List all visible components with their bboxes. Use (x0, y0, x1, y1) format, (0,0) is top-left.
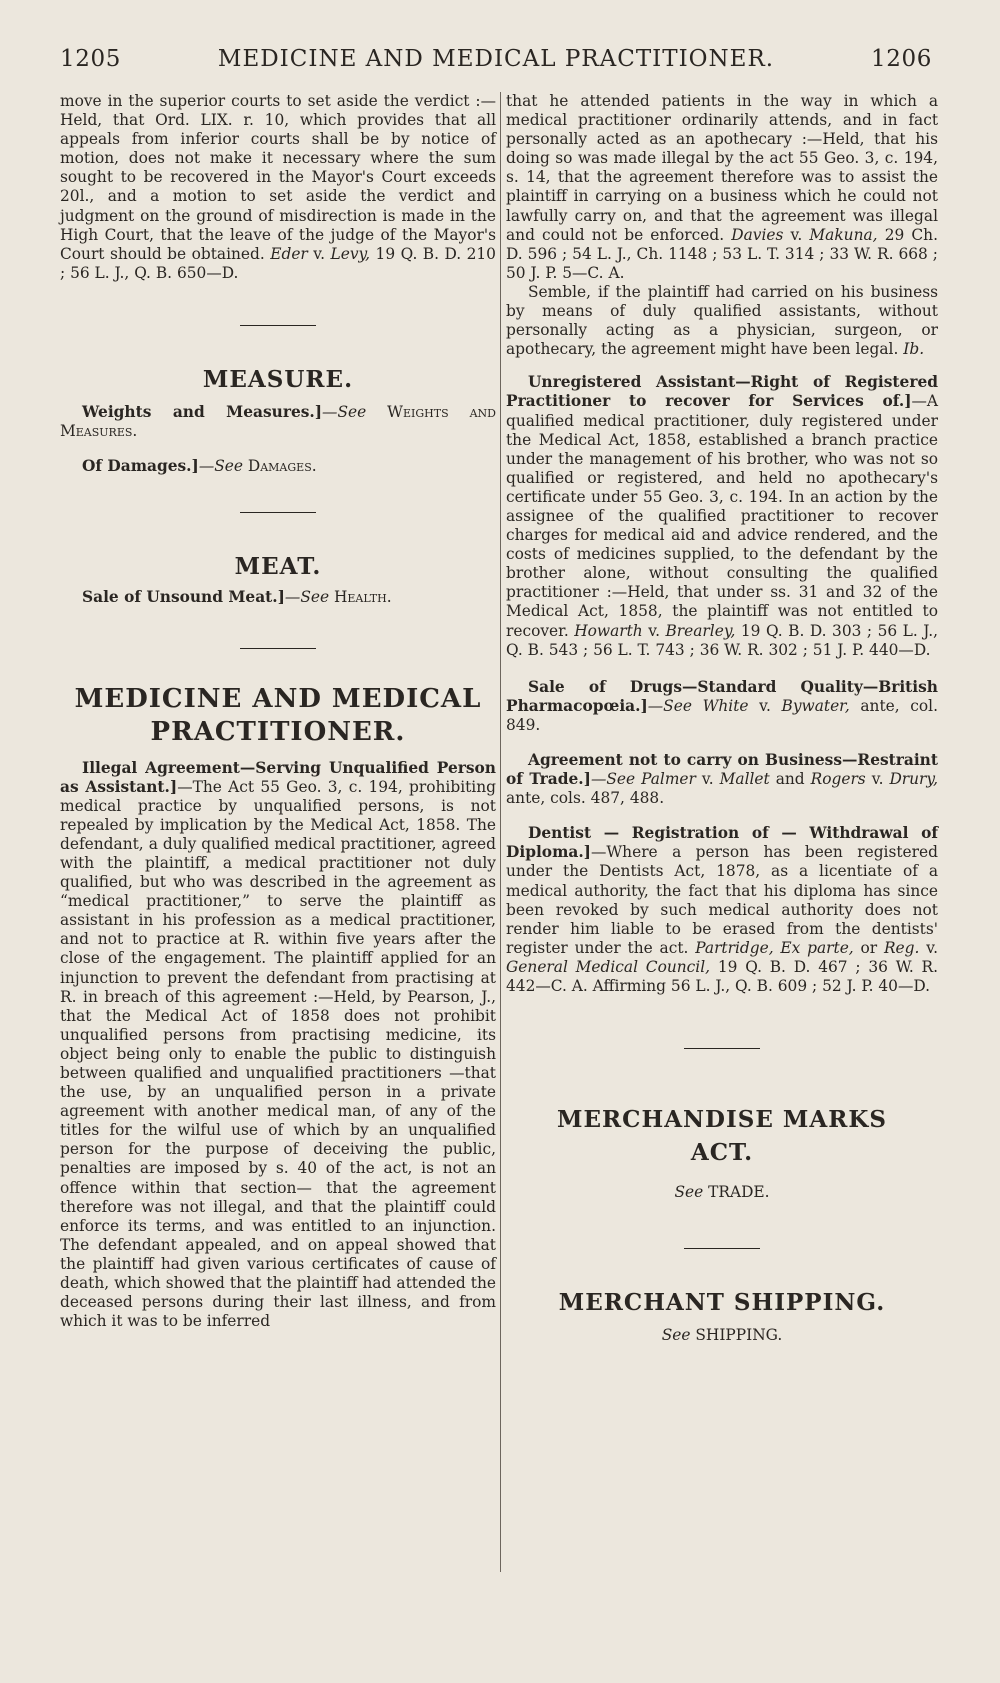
entry-weights: Weights and Measures.]—See Weights and Measures. (60, 403, 496, 441)
continued-paragraph-right: that he attended patients in the way in which a medical practitioner ordinarily attends, and in fact personally acted as an apothecary :—Held, that his doing so was made illegal by the act 55 Geo. 3, c. 194, s. 14, that the agreement therefore was to assist the plaintiff in carrying on a business which he could not lawfully carry on, and that the agreement was illegal and could not be enforced. Davies v. Makuna, 29 Ch. D. 596 ; 54 L. J., Ch. 1148 ; 53 L. T. 314 ; 33 W. R. 668 ; 50 J. P. 5—C. A. (506, 92, 938, 282)
entry-illegal-agreement: Illegal Agreement—Serving Unqualified Person as Assistant.]—The Act 55 Geo. 3, c. 194, prohibiting medical practice by unqualified persons, is not repealed by implication by the Medical Act, 1858. The defendant, a duly qualified medical practitioner, agreed with the plaintiff, a medical practitioner not duly qualified, but who was described in the agreement as “medical practitioner,” to serve the plaintiff as assistant in his profession as a medical practitioner, and not to practice at R. within five years after the close of the engagement. The plaintiff applied for an injunction to prevent the defendant from practising at R. in breach of this agreement :—Held, by Pearson, J., that the Medical Act of 1858 does not prohibit unqualified persons from practising medicine, its object being only to enable the public to distinguish between qualified and unqualified practitioners —that the use, by an unqualified person in a private agreement with another medical man, of any of the titles for the wilful use of which by an unqualified person for the purpose of deceiving the public, penalties are imposed by s. 40 of the act, is not an offence within that section— that the agreement therefore was not illegal, and that the plaintiff could enforce its terms, and was entitled to an injunction. The defendant appealed, and on appeal showed that the plaintiff had given various certificates of cause of death, which showed that the plaintiff had attended the deceased persons during their last illness, and from which it was to be inferred (60, 758, 496, 1331)
entry-unregistered-assistant: Unregistered Assistant—Right of Registered Practitioner to recover for Services of.]—A qualified medical practitioner, duly registered under the Medical Act, 1858, established a branch practice under the management of his brother, who was not so qualified or registered, and held no apothecary's certificate under 55 Geo. 3, c. 194. In an action by the assignee of the qualified practitioner to recover charges for medical aid and advice rendered, and the costs of medicines supplied, to the defendant by the brother alone, without consulting the qualified practitioner :—Held, that under ss. 31 and 32 of the Medical Act, 1858, the plaintiff was not entitled to recover. Howarth v. Brearley, 19 Q. B. D. 303 ; 56 L. J., Q. B. 543 ; 56 L. T. 743 ; 36 W. R. 302 ; 51 J. P. 440—D. (506, 373, 938, 659)
see-shipping: See SHIPPING. (661, 1326, 783, 1345)
section-title-medicine: MEDICINE AND MEDICAL PRACTITIONER. (74, 683, 482, 747)
entry-unsound-meat: Sale of Unsound Meat.]—See Health. (82, 588, 392, 607)
entry-dentist: Dentist — Registration of — Withdrawal of Diploma.]—Where a person has been registered under the Dentists Act, 1878, as a licentiate of a medical authority, the fact that his diploma has since been revoked by such medical authority does not render him liable to be erased from the dentists' register under the act. Partridge, Ex parte, or Reg. v. General Medical Council, 19 Q. B. D. 467 ; 36 W. R. 442—C. A. Affirming 56 L. J., Q. B. 609 ; 52 J. P. 40—D. (506, 824, 938, 996)
see-trade: See TRADE. (674, 1183, 770, 1202)
left-column (60, 92, 496, 1331)
entry-sale-of-drugs: Sale of Drugs—Standard Quality—British Pharmacopœia.]—See White v. Bywater, ante, col. 849. (506, 677, 938, 734)
semble-paragraph: Semble, if the plaintiff had carried on his business by means of duly qualified assistants, without personally acting as a physician, surgeon, or apothecary, the agreement might have been legal. Ib. (506, 282, 938, 359)
section-title-merchandise-marks: MERCHANDISE MARKS ACT. (557, 1106, 887, 1167)
right-column (506, 92, 938, 1345)
column-divider (500, 92, 501, 1572)
running-header (60, 46, 932, 72)
left-column-number: 1205 (60, 46, 121, 72)
entry-damages: Of Damages.]—See Damages. (82, 457, 317, 476)
running-title: MEDICINE AND MEDICAL PRACTITIONER. (217, 46, 775, 72)
right-column-number: 1206 (871, 46, 932, 72)
continued-paragraph: move in the superior courts to set aside the verdict :—Held, that Ord. LIX. r. 10, which provides that all appeals from inferior courts shall be by notice of motion, does not make it necessary where the sum sought to be recovered in the Mayor's Court exceeds 20l., and a motion to set aside the verdict and judgment on the ground of misdirection is made in the High Court, that the leave of the judge of the Mayor's Court should be obtained. Eder v. Levy, 19 Q. B. D. 210 ; 56 L. J., Q. B. 650—D. (60, 92, 496, 282)
entry-restraint-of-trade: Agreement not to carry on Business—Restraint of Trade.]—See Palmer v. Mallet and Rogers v. Drury, ante, cols. 487, 488. (506, 751, 938, 808)
section-title-measure: MEASURE. (202, 365, 354, 393)
section-title-merchant-shipping: MERCHANT SHIPPING. (558, 1289, 886, 1317)
section-title-meat: MEAT. (234, 553, 322, 581)
